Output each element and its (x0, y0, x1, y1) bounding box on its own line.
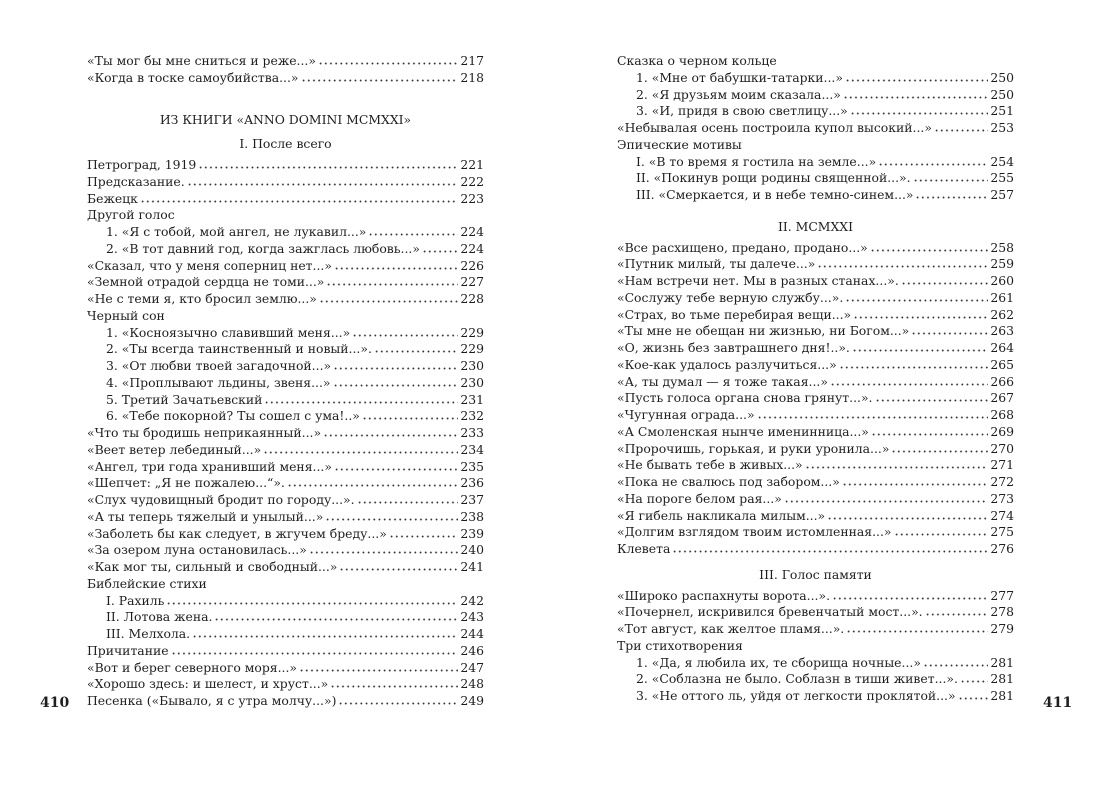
entry-title: «Веет ветер лебединый...» (87, 441, 262, 457)
entry-title: II. «Покинув рощи родины священной...». (636, 170, 911, 186)
entry-title: 1. «Я с тобой, мой ангел, не лукавил...» (106, 224, 367, 239)
section-heading: II. MCMXXI (777, 218, 854, 234)
dot-leader (672, 543, 988, 553)
entry-page-number: 248 (460, 676, 484, 692)
entry-title: «Слух чудовищный бродит по городу...». (87, 492, 355, 507)
toc-entry[interactable] (87, 358, 484, 375)
toc-entry[interactable] (617, 604, 1014, 621)
toc-entry[interactable] (617, 70, 1014, 87)
toc-entry[interactable] (87, 626, 484, 643)
entry-page-number: 272 (990, 474, 1014, 489)
entry-page-number: 269 (990, 423, 1014, 439)
dot-leader (842, 476, 989, 486)
dot-leader (901, 275, 989, 285)
toc-group (617, 638, 1014, 655)
dot-leader (805, 459, 989, 469)
toc-entry[interactable] (87, 593, 484, 610)
toc-entry[interactable] (617, 588, 1014, 605)
entry-title: 2. «Ты всегда таинственный и новый...». (106, 341, 372, 357)
entry-page-number: 257 (990, 187, 1014, 202)
entry-title: «А, ты думал — я тоже такая...» (617, 373, 828, 389)
entry-title: «А ты теперь тяжелый и унылый...» (87, 508, 324, 524)
dot-leader (362, 410, 459, 420)
entry-title: Петроград, 1919 (87, 157, 197, 172)
entry-title: I. Рахиль (106, 592, 165, 608)
entry-title: III. Мелхола. (106, 626, 191, 641)
dot-leader (870, 242, 989, 252)
entry-title: «Вот и берег северного моря...» (87, 659, 297, 675)
dot-leader (784, 493, 989, 503)
toc-entry[interactable] (617, 256, 1014, 273)
right-page-number: 411 (1043, 695, 1073, 711)
entry-title: «Широко распахнуты ворота...». (617, 587, 831, 603)
entry-page-number: 228 (460, 291, 484, 306)
entry-title: 2. «Соблазна не было. Соблазн в тиши живет...». (636, 671, 958, 687)
toc-entry[interactable] (87, 291, 484, 308)
toc-entry[interactable] (617, 424, 1014, 441)
entry-title: «Тот август, как желтое пламя...». (617, 621, 845, 636)
entry-title: «Когда в тоске самоубийства...» (87, 69, 299, 85)
entry-page-number: 229 (460, 324, 484, 340)
toc-entry[interactable] (87, 258, 484, 275)
dot-leader (852, 342, 989, 352)
entry-title: 2. «Я друзьям моим сказала...» (636, 86, 841, 102)
entry-title: Клевета (617, 541, 671, 556)
entry-page-number: 279 (990, 621, 1014, 636)
entry-title: I. «В то время я гостила на земле...» (636, 153, 877, 169)
dot-leader (757, 409, 989, 419)
toc-entry[interactable] (87, 325, 484, 342)
toc-entry[interactable] (617, 340, 1014, 357)
entry-page-number: 264 (990, 340, 1014, 355)
toc-entry[interactable] (87, 375, 484, 392)
dot-leader (333, 360, 458, 370)
toc-entry[interactable] (617, 87, 1014, 104)
toc-entry[interactable] (617, 374, 1014, 391)
left-page-toc (87, 53, 484, 710)
entry-title: «На пороге белом рая...» (617, 490, 782, 506)
entry-title: Другой голос (87, 207, 175, 223)
toc-entry[interactable] (87, 475, 484, 492)
toc-entry[interactable] (87, 392, 484, 409)
entry-title: «Страх, во тьме перебирая вещи...» (617, 306, 852, 322)
dot-leader (198, 159, 458, 169)
entry-title: «Нам встречи нет. Мы в разных станах...». (617, 273, 899, 288)
entry-page-number: 234 (460, 441, 484, 457)
dot-leader (323, 427, 458, 437)
entry-page-number: 273 (990, 490, 1014, 506)
entry-title: «Не с теми я, кто бросил землю...» (87, 291, 317, 306)
entry-page-number: 271 (990, 457, 1014, 473)
entry-title: «Хорошо здесь: и шелест, и хруст...» (87, 676, 329, 692)
entry-page-number: 281 (990, 671, 1014, 687)
entry-title: «Сослужу тебе верную службу...». (617, 289, 844, 305)
toc-entry[interactable] (87, 70, 484, 87)
entry-title: 2. «В тот давний год, когда зажглась любовь...» (106, 240, 420, 256)
toc-entry[interactable] (87, 341, 484, 358)
entry-page-number: 266 (990, 373, 1014, 389)
dot-leader (871, 426, 988, 436)
entry-title: «Все расхищено, предано, продано...» (617, 239, 868, 255)
dot-leader (923, 657, 988, 667)
entry-page-number: 233 (460, 425, 484, 440)
entry-page-number: 217 (460, 53, 484, 68)
dot-leader (333, 377, 459, 387)
entry-page-number: 255 (990, 170, 1014, 186)
entry-title: 3. «И, придя в свою светлицу...» (636, 103, 848, 119)
entry-title: «За озером луна остановилась...» (87, 542, 307, 558)
entry-title: «Путник милый, ты далече...» (617, 256, 816, 272)
dot-leader (958, 690, 989, 700)
entry-page-number: 237 (460, 492, 484, 507)
entry-page-number: 229 (460, 341, 484, 357)
dot-leader (915, 189, 988, 199)
entry-title: «Как мог ты, сильный и свободный...» (87, 559, 338, 574)
entry-page-number: 239 (460, 525, 484, 541)
entry-title: Черный сон (87, 307, 165, 323)
toc-entry[interactable] (87, 660, 484, 677)
entry-title: Эпические мотивы (617, 136, 742, 152)
entry-page-number: 242 (460, 592, 484, 608)
toc-entry[interactable] (617, 655, 1014, 672)
entry-title: 5. Третий Зачатьевский (106, 391, 263, 407)
dot-leader (338, 695, 458, 705)
dot-leader (832, 590, 988, 600)
toc-entry[interactable] (617, 323, 1014, 340)
entry-title: 4. «Проплывают льдины, звеня...» (106, 374, 331, 390)
entry-page-number: 277 (990, 587, 1014, 603)
toc-entry[interactable] (87, 53, 484, 70)
toc-entry[interactable] (87, 492, 484, 509)
dot-leader (846, 623, 988, 633)
entry-page-number: 230 (460, 374, 484, 390)
entry-page-number: 276 (990, 541, 1014, 556)
entry-title: III. «Смеркается, и в небе темно-синем...» (636, 187, 914, 202)
section-heading: III. Голос памяти (759, 566, 872, 582)
entry-page-number: 270 (990, 440, 1014, 456)
toc-entry[interactable] (617, 491, 1014, 508)
dot-leader (960, 673, 988, 683)
toc-entry[interactable] (617, 474, 1014, 491)
toc-entry[interactable] (617, 621, 1014, 638)
toc-entry[interactable] (87, 241, 484, 258)
entry-page-number: 274 (990, 507, 1014, 523)
toc-entry[interactable] (617, 273, 1014, 290)
entry-title: Библейские стихи (87, 575, 207, 591)
toc-entry[interactable] (617, 240, 1014, 257)
toc-entry[interactable] (617, 170, 1014, 187)
toc-entry[interactable] (617, 103, 1014, 120)
toc-group (617, 137, 1014, 154)
dot-leader (850, 105, 989, 115)
entry-title: «Чугунная ограда...» (617, 407, 755, 422)
toc-entry[interactable] (87, 643, 484, 660)
entry-title: «Долгим взглядом твоим истомленная...» (617, 524, 892, 540)
dot-leader (357, 494, 459, 504)
toc-entry[interactable] (87, 676, 484, 693)
toc-group (617, 53, 1014, 70)
entry-page-number: 258 (990, 239, 1014, 255)
entry-title: «Ты мог бы мне сниться и реже...» (87, 53, 316, 68)
dot-leader (325, 511, 458, 521)
dot-leader (911, 325, 988, 335)
entry-page-number: 224 (460, 240, 484, 256)
dot-leader (326, 276, 458, 286)
entry-title: II. Лотова жена. (106, 609, 213, 625)
dot-leader (925, 606, 989, 616)
toc-entry[interactable] (87, 274, 484, 291)
entry-page-number: 236 (460, 475, 484, 491)
toc-entry[interactable] (87, 157, 484, 174)
toc-entry[interactable] (87, 224, 484, 241)
entry-title: 3. «От любви твоей загадочной...» (106, 358, 332, 373)
entry-title: «Не бывать тебе в живых...» (617, 457, 803, 473)
toc-entry[interactable] (617, 307, 1014, 324)
dot-leader (845, 72, 988, 82)
entry-page-number: 240 (460, 542, 484, 558)
entry-page-number: 222 (460, 173, 484, 189)
entry-page-number: 281 (990, 688, 1014, 703)
entry-title: «Я гибель накликала милым...» (617, 507, 826, 523)
entry-page-number: 265 (990, 356, 1014, 372)
entry-page-number: 267 (990, 390, 1014, 406)
entry-title: «Кое-как удалось разлучиться...» (617, 356, 837, 372)
dot-leader (843, 89, 989, 99)
entry-title: «Заболеть бы как следует, в жгучем бреду...» (87, 525, 387, 541)
toc-entry[interactable] (87, 542, 484, 559)
dot-leader (334, 260, 458, 270)
dot-leader (817, 258, 988, 268)
dot-leader (299, 662, 458, 672)
dot-leader (264, 394, 458, 404)
toc-entry[interactable] (617, 441, 1014, 458)
entry-page-number: 254 (990, 153, 1014, 169)
entry-title: «Ты мне не обещан ни жизнью, ни Богом...» (617, 323, 910, 339)
entry-page-number: 244 (460, 626, 484, 641)
entry-page-number: 262 (990, 306, 1014, 322)
entry-page-number: 226 (460, 257, 484, 273)
dot-leader (309, 544, 459, 554)
entry-title: Песенка («Бывало, я с утра молчу...») (87, 693, 337, 708)
dot-leader (389, 528, 459, 538)
toc-entry[interactable] (87, 526, 484, 543)
entry-page-number: 231 (460, 391, 484, 407)
dot-leader (166, 595, 458, 605)
entry-title: «Земной отрадой сердца не томи...» (87, 274, 325, 290)
entry-page-number: 223 (460, 190, 484, 206)
entry-title: 6. «Тебе покорной? Ты сошел с ума!..» (106, 408, 360, 424)
entry-title: 1. «Да, я любила их, те сборища ночные...» (636, 654, 921, 670)
dot-leader (334, 461, 458, 471)
dot-leader (913, 172, 989, 182)
entry-page-number: 251 (990, 103, 1014, 119)
toc-entry[interactable] (87, 559, 484, 576)
entry-title: «Ангел, три года хранивший меня...» (87, 458, 332, 474)
dot-leader (845, 292, 988, 302)
dot-leader (422, 243, 458, 253)
entry-title: «Шепчет: „Я не пожалею...“». (87, 475, 285, 491)
entry-page-number: 230 (460, 358, 484, 373)
entry-title: «Пусть голоса органа снова грянут...». (617, 390, 873, 406)
toc-entry[interactable] (617, 290, 1014, 307)
dot-leader (368, 226, 458, 236)
toc-entry[interactable] (617, 524, 1014, 541)
entry-title: Бежецк (87, 190, 138, 206)
entry-page-number: 250 (990, 86, 1014, 102)
entry-title: 1. «Мне от бабушки-татарки...» (636, 69, 843, 85)
entry-page-number: 218 (460, 69, 484, 85)
dot-leader (192, 628, 458, 638)
entry-title: «Почернел, искривился бревенчатый мост...». (617, 604, 923, 620)
entry-title: «А Смоленская нынче именинница...» (617, 423, 869, 439)
dot-leader (853, 309, 988, 319)
dot-leader (187, 176, 459, 186)
entry-page-number: 275 (990, 524, 1014, 540)
entry-page-number: 259 (990, 256, 1014, 272)
entry-page-number: 221 (460, 157, 484, 172)
entry-title: «Сказал, что у меня соперниц нет...» (87, 257, 332, 273)
dot-leader (878, 156, 988, 166)
toc-entry[interactable] (617, 457, 1014, 474)
entry-page-number: 224 (460, 224, 484, 239)
entry-title: «Небывалая осень построила купол высокий...» (617, 120, 932, 135)
toc-entry[interactable] (617, 120, 1014, 137)
left-page-number: 410 (40, 695, 70, 711)
toc-entry[interactable] (87, 609, 484, 626)
toc-entry[interactable] (617, 671, 1014, 688)
entry-page-number: 281 (990, 654, 1014, 670)
entry-title: «Что ты бродишь неприкаянный...» (87, 425, 322, 440)
entry-title: Причитание (87, 642, 169, 658)
dot-leader (330, 678, 458, 688)
entry-title: «Пророчишь, горькая, и руки уронила...» (617, 440, 890, 456)
toc-group (87, 207, 484, 224)
toc-entry[interactable] (87, 191, 484, 208)
dot-leader (830, 376, 988, 386)
entry-page-number: 261 (990, 289, 1014, 305)
toc-entry[interactable] (617, 390, 1014, 407)
dot-leader (301, 72, 459, 82)
entry-page-number: 247 (460, 659, 484, 675)
entry-title: Сказка о черном кольце (617, 53, 777, 68)
dot-leader (894, 526, 989, 536)
toc-entry[interactable] (617, 541, 1014, 558)
entry-page-number: 250 (990, 69, 1014, 85)
toc-group (87, 308, 484, 325)
toc-entry[interactable] (617, 357, 1014, 374)
entry-page-number: 241 (460, 559, 484, 574)
entry-title: «О, жизнь без завтрашнего дня!..». (617, 340, 850, 355)
right-page-toc (617, 53, 1014, 705)
entry-page-number: 253 (990, 120, 1014, 135)
toc-entry[interactable] (87, 174, 484, 191)
toc-entry[interactable] (87, 509, 484, 526)
entry-page-number: 235 (460, 458, 484, 474)
dot-leader (287, 477, 458, 487)
toc-entry[interactable] (87, 408, 484, 425)
toc-entry[interactable] (617, 508, 1014, 525)
dot-leader (339, 561, 458, 571)
toc-group (87, 576, 484, 593)
toc-entry[interactable] (87, 693, 484, 710)
entry-page-number: 227 (460, 274, 484, 290)
entry-page-number: 268 (990, 407, 1014, 422)
dot-leader (263, 444, 458, 454)
entry-page-number: 278 (990, 604, 1014, 620)
toc-entry[interactable] (617, 187, 1014, 204)
dot-leader (839, 359, 989, 369)
entry-page-number: 263 (990, 323, 1014, 339)
dot-leader (374, 343, 458, 353)
dot-leader (934, 122, 988, 132)
entry-page-number: 249 (460, 693, 484, 708)
entry-page-number: 232 (460, 408, 484, 424)
entry-title: 3. «Не оттого ль, уйдя от легкости проклятой...» (636, 688, 956, 703)
toc-entry[interactable] (87, 459, 484, 476)
dot-leader (352, 327, 458, 337)
toc-entry[interactable] (87, 425, 484, 442)
dot-leader (140, 193, 458, 203)
dot-leader (319, 293, 458, 303)
toc-entry[interactable] (617, 154, 1014, 171)
section-heading: ИЗ КНИГИ «ANNO DOMINI MCMXXI» (159, 111, 412, 127)
entry-page-number: 238 (460, 508, 484, 524)
entry-title: Три стихотворения (617, 637, 743, 653)
toc-entry[interactable] (617, 407, 1014, 424)
section-heading: I. После всего (239, 136, 332, 152)
entry-page-number: 246 (460, 642, 484, 658)
entry-page-number: 243 (460, 609, 484, 625)
dot-leader (827, 510, 988, 520)
entry-title: «Пока не свалюсь под забором...» (617, 474, 840, 489)
toc-entry[interactable] (87, 442, 484, 459)
dot-leader (891, 443, 988, 453)
dot-leader (318, 55, 458, 65)
toc-entry[interactable] (617, 688, 1014, 705)
dot-leader (214, 611, 458, 621)
entry-page-number: 260 (990, 273, 1014, 288)
entry-title: Предсказание. (87, 173, 185, 189)
entry-title: 1. «Косноязычно славивший меня...» (106, 324, 351, 340)
dot-leader (171, 645, 459, 655)
dot-leader (875, 392, 989, 402)
